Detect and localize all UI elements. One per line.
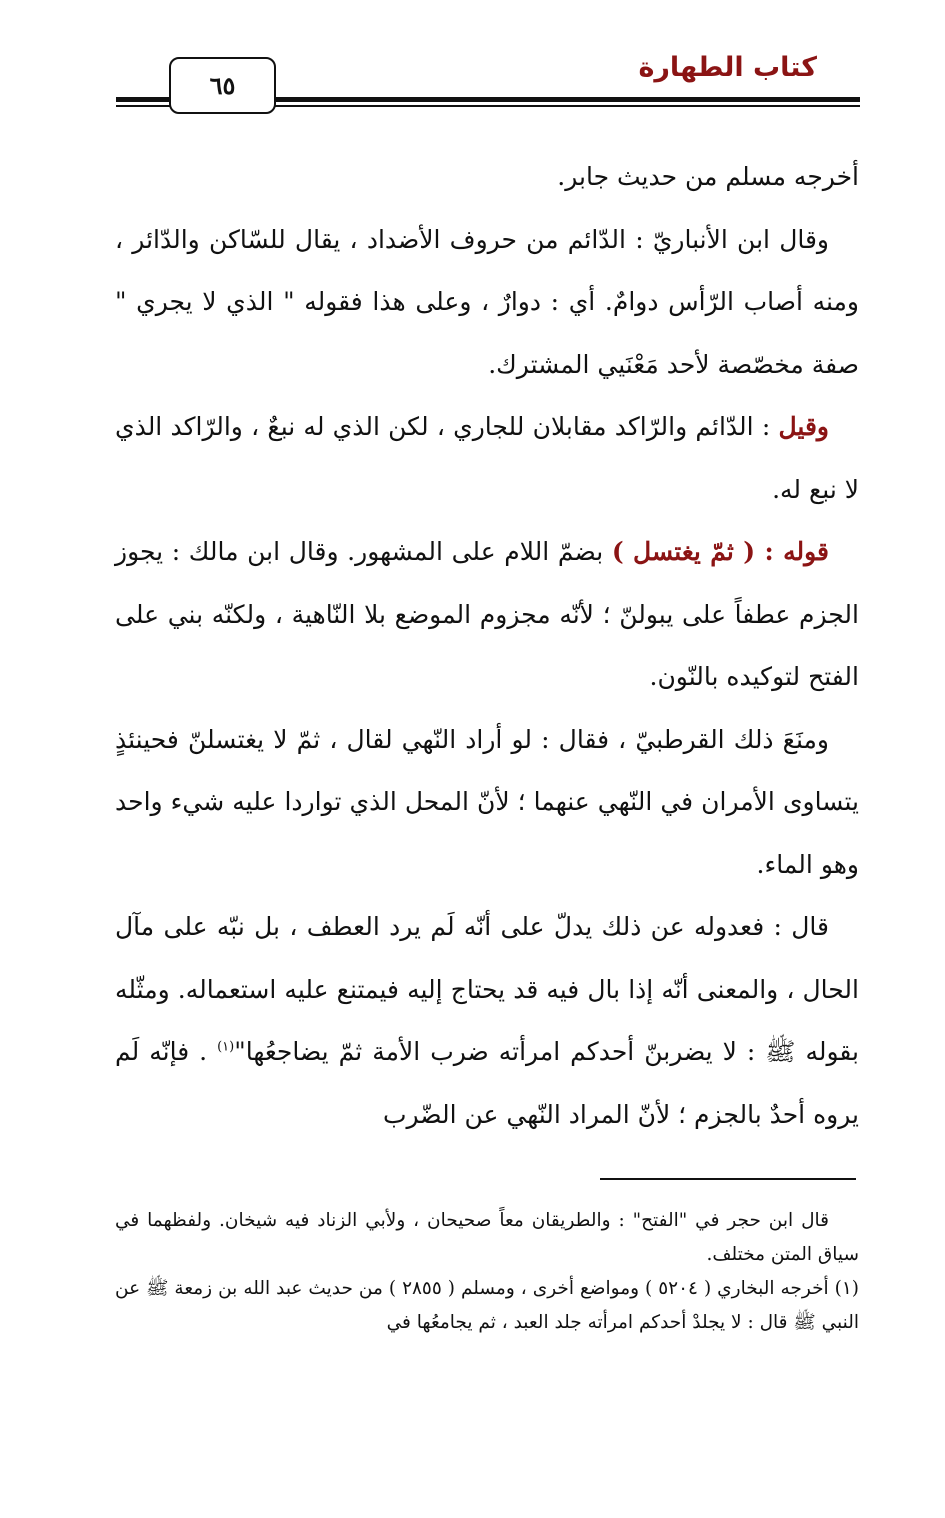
paragraph-4-lead: قوله : ( ثمّ يغتسل ) [611,537,829,566]
paragraph-3 [115,396,859,521]
page-number: ٦٥ [169,57,276,114]
footnote-1: (١) أخرجه البخاري ( ٥٢٠٤ ) ومواضع أخرى ، ومسلم ( ٢٨٥٥ ) من حديث عبد الله بن زمعة ﷺ عن النبي ﷺ قال : لا يجلدْ أحدكم امرأته جلد العبد ، ثم يجامعُها في [115,1278,860,1333]
footnote-continued: قال ابن حجر في "الفتح" : والطريقان معاً صحيحان ، ولأبي الزناد فيه شيخان. ولفظهما في سياق المتن مختلف. [115,1210,859,1265]
paragraph-4 [115,521,859,709]
footnote-marker-1: (١) [217,1039,235,1055]
paragraph-5: ومنَعَ ذلك القرطبيّ ، فقال : لو أراد النّهي لقال ، ثمّ لا يغتسلنّ فحينئذٍ يتساوى الأمران في النّهي عنهما ؛ لأنّ المحل الذي تواردا عليه شيء واحد وهو الماء. [115,724,859,879]
paragraph-4-text: بضمّ اللام على المشهور. وقال ابن مالك : يجوز الجزم عطفاً على يبولنّ ؛ لأنّه مجزوم الموضع بلا النّاهية ، ولكنّه بني على الفتح لتوكيده بالنّون. [115,537,859,691]
paragraph-3-text: : الدّائم والرّاكد مقابلان للجاري ، لكن الذي له نبعٌ ، والرّاكد الذي لا نبع له. [115,412,859,504]
main-text [115,146,859,1146]
paragraph-6-text-a: قال : فعدوله عن ذلك يدلّ على أنّه لَم يرد العطف ، بل نبّه على مآل الحال ، والمعنى أنّه إذا بال فيه قد يحتاج إليه فيمتنع عليه استعماله. ومثّله بقوله ﷺ : لا يضربنّ أحدكم امرأته ضرب الأمة ثمّ يضاجعُها" [115,912,859,1066]
paragraph-3-lead: وقيل [778,412,829,441]
footnotes [115,1204,859,1340]
running-header-title: كتاب الطهارة [638,52,817,83]
paragraph-6-text-b: . فإنّه لَم يروه أحدٌ بالجزم ؛ لأنّ المراد النّهي عن الضّرب [115,1037,859,1129]
paragraph-6 [115,896,859,1146]
paragraph-2: وقال ابن الأنباريّ : الدّائم من حروف الأضداد ، يقال للسّاكن والدّائر ، ومنه أصاب الرّأس دوامٌ. أي : دوارٌ ، وعلى هذا فقوله " الذي لا يجري " صفة مخصّصة لأحد مَعْنَيي المشترك. [115,224,859,379]
paragraph-1: أخرجه مسلم من حديث جابر. [557,162,859,191]
footnote-separator [600,1178,856,1180]
